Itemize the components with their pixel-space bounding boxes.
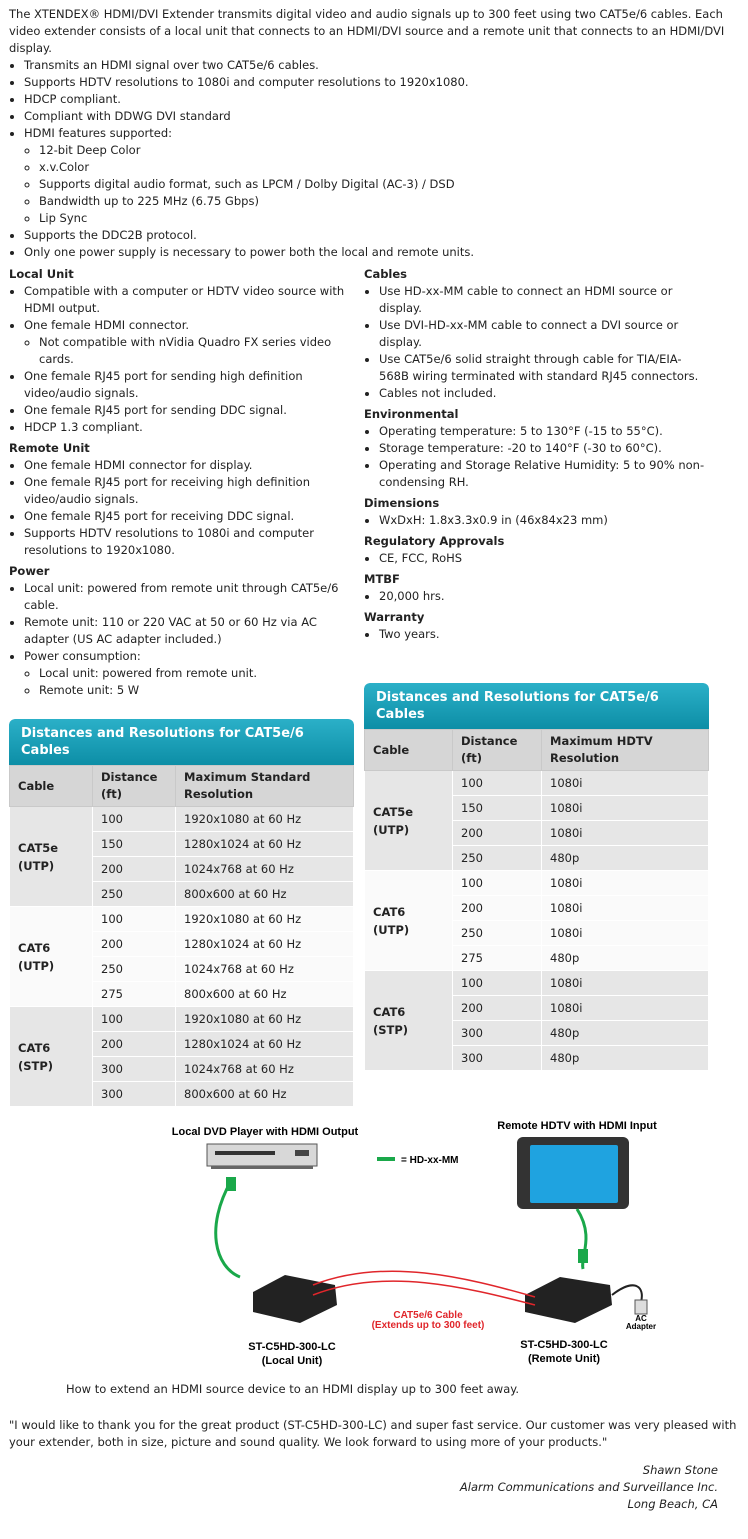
distance-cell: 100 xyxy=(93,1007,176,1032)
resolution-cell: 480p xyxy=(542,846,709,871)
intro-section xyxy=(9,6,737,261)
resolution-cell: 480p xyxy=(542,1046,709,1071)
ac-sub-label: Adapter xyxy=(625,1322,657,1331)
distance-cell: 250 xyxy=(453,846,542,871)
cable-label: CAT5e/6 Cable xyxy=(393,1310,463,1321)
connection-diagram xyxy=(165,1117,665,1377)
hdmi-feature-item: ◦ x.v.Color xyxy=(39,159,737,176)
spec-subitem: ◦ Local unit: powered from remote unit. xyxy=(39,665,354,682)
resolution-cell: 1080i xyxy=(542,796,709,821)
distance-cell: 200 xyxy=(93,932,176,957)
distance-cell: 150 xyxy=(93,832,176,857)
feature-list xyxy=(9,57,737,261)
spec-subitem: ◦ Not compatible with nVidia Quadro FX series video cards. xyxy=(39,334,354,368)
distance-cell: 300 xyxy=(93,1057,176,1082)
legend-label: = HD-xx-MM xyxy=(401,1155,459,1166)
resolution-cell: 1024x768 at 60 Hz xyxy=(176,1057,354,1082)
standard-resolution-table xyxy=(9,719,354,1107)
spec-item: • One female RJ45 port for sending DDC signal. xyxy=(24,402,354,419)
environmental-heading: Environmental xyxy=(364,407,459,421)
intro-text: The XTENDEX® HDMI/DVI Extender transmits digital video and audio signals up to 300 feet using two CAT5e/6 cables. Each video extender consists of a local unit that connects to an HDMI/DVI source and a remote unit that connects to an HDMI/DVI display. xyxy=(9,7,725,55)
cable-sub-label: (Extends up to 300 feet) xyxy=(371,1320,485,1331)
distance-cell: 250 xyxy=(453,921,542,946)
spec-item: • Use DVI-HD-xx-MM cable to connect a DVI source or display. xyxy=(379,317,709,351)
remote-unit-heading: Remote Unit xyxy=(9,441,90,455)
feature-item: • Compliant with DDWG DVI standard xyxy=(24,108,737,125)
hdtv-resolution-table xyxy=(364,683,709,1071)
environmental-list xyxy=(364,423,709,491)
column-header: Distance (ft) xyxy=(93,766,176,807)
table-title: Distances and Resolutions for CAT5e/6 Cables xyxy=(364,683,709,729)
spec-item: • Remote unit: 110 or 220 VAC at 50 or 60 Hz via AC adapter (US AC adapter included.) xyxy=(24,614,354,648)
spec-item: • Cables not included. xyxy=(379,385,709,402)
remote-unit-sub-label: (Remote Unit) xyxy=(527,1353,601,1365)
testimonial-signature xyxy=(460,1462,718,1513)
power-list xyxy=(9,580,354,699)
cable-cell: CAT6 (STP) xyxy=(10,1007,93,1107)
cat-cable xyxy=(313,1271,535,1297)
spec-item: • Supports HDTV resolutions to 1080i and computer resolutions to 1920x1080. xyxy=(24,525,354,559)
legend xyxy=(377,1155,459,1166)
table-row xyxy=(365,771,709,796)
warranty-heading: Warranty xyxy=(364,610,425,624)
resolution-cell: 1280x1024 at 60 Hz xyxy=(176,1032,354,1057)
resolution-cell: 1024x768 at 60 Hz xyxy=(176,957,354,982)
distance-cell: 275 xyxy=(93,982,176,1007)
cable-cell: CAT5e (UTP) xyxy=(365,771,453,871)
remote-unit-list xyxy=(9,457,354,559)
resolution-cell: 480p xyxy=(542,1021,709,1046)
local-unit-heading: Local Unit xyxy=(9,267,74,281)
resolution-cell: 1080i xyxy=(542,821,709,846)
remote-display-label: Remote HDTV with HDMI Input xyxy=(497,1120,657,1132)
spec-item: • Operating and Storage Relative Humidity: 5 to 90% non-condensing RH. xyxy=(379,457,709,491)
resolution-cell: 1080i xyxy=(542,896,709,921)
spec-item: • HDCP 1.3 compliant. xyxy=(24,419,354,436)
feature-item: • Supports HDTV resolutions to 1080i and computer resolutions to 1920x1080. xyxy=(24,74,737,91)
spec-right-column xyxy=(364,262,709,643)
column-header: Cable xyxy=(10,766,93,807)
spec-item: • One female RJ45 port for receiving DDC signal. xyxy=(24,508,354,525)
signature-location: Long Beach, CA xyxy=(627,1497,718,1511)
resolution-cell: 1080i xyxy=(542,971,709,996)
distance-cell: 200 xyxy=(93,857,176,882)
local-source-label: Local DVD Player with HDMI Output xyxy=(171,1126,359,1138)
hdmi-plug xyxy=(578,1249,588,1263)
resolution-cell: 1920x1080 at 60 Hz xyxy=(176,807,354,832)
distance-cell: 100 xyxy=(93,807,176,832)
cable-cell: CAT6 (UTP) xyxy=(365,871,453,971)
resolution-cell: 1920x1080 at 60 Hz xyxy=(176,907,354,932)
distance-cell: 100 xyxy=(453,771,542,796)
spec-item: • WxDxH: 1.8x3.3x0.9 in (46x84x23 mm) xyxy=(379,512,709,529)
feature-item: • Supports the DDC2B protocol. xyxy=(24,227,737,244)
distance-cell: 150 xyxy=(453,796,542,821)
table-row xyxy=(10,907,354,932)
spec-item: • One female RJ45 port for sending high definition video/audio signals. xyxy=(24,368,354,402)
distance-cell: 275 xyxy=(453,946,542,971)
spec-item: • Operating temperature: 5 to 130°F (-15 to 55°C). xyxy=(379,423,709,440)
resolution-cell: 1280x1024 at 60 Hz xyxy=(176,832,354,857)
local-unit-sub-label: (Local Unit) xyxy=(261,1355,323,1367)
resolution-cell: 480p xyxy=(542,946,709,971)
local-unit-box xyxy=(253,1275,337,1323)
spec-item: • CE, FCC, RoHS xyxy=(379,550,709,567)
distance-cell: 300 xyxy=(93,1082,176,1107)
cat-cable xyxy=(313,1281,535,1305)
spec-item: • Compatible with a computer or HDTV video source with HDMI output. xyxy=(24,283,354,317)
cable-cell: CAT5e (UTP) xyxy=(10,807,93,907)
spec-item: • Use CAT5e/6 solid straight through cable for TIA/EIA-568B wiring terminated with standard RJ45 connectors. xyxy=(379,351,709,385)
resolution-cell: 800x600 at 60 Hz xyxy=(176,982,354,1007)
hdmi-cable-local xyxy=(216,1181,240,1277)
feature-item: • Only one power supply is necessary to power both the local and remote units. xyxy=(24,244,737,261)
mtbf-heading: MTBF xyxy=(364,572,400,586)
spec-subitem: ◦ Remote unit: 5 W xyxy=(39,682,354,699)
table-row xyxy=(10,1007,354,1032)
resolution-cell: 1080i xyxy=(542,921,709,946)
resolution-cell: 800x600 at 60 Hz xyxy=(176,882,354,907)
remote-unit-box xyxy=(525,1277,612,1323)
resolution-cell: 1024x768 at 60 Hz xyxy=(176,857,354,882)
cable-cell: CAT6 (STP) xyxy=(365,971,453,1071)
hdmi-feature-item: ◦ 12-bit Deep Color xyxy=(39,142,737,159)
table-row xyxy=(10,807,354,832)
resolution-cell: 1080i xyxy=(542,771,709,796)
testimonial-quote: "I would like to thank you for the great product (ST-C5HD-300-LC) and super fast service. Our customer was very pleased with your extender, both in size, picture and sound quality. We look forward to using more of your products." xyxy=(9,1418,737,1449)
spec-item: • Local unit: powered from remote unit through CAT5e/6 cable. xyxy=(24,580,354,614)
spec-item: • Two years. xyxy=(379,626,709,643)
spec-item: • One female HDMI connector. ◦ Not compatible with nVidia Quadro FX series video cards. xyxy=(24,317,354,368)
distance-cell: 100 xyxy=(453,971,542,996)
spec-item: • One female RJ45 port for receiving high definition video/audio signals. xyxy=(24,474,354,508)
resolution-cell: 1280x1024 at 60 Hz xyxy=(176,932,354,957)
cable-cell: CAT6 (UTP) xyxy=(10,907,93,1007)
spec-item: • 20,000 hrs. xyxy=(379,588,709,605)
hdmi-plug xyxy=(226,1177,236,1191)
local-unit-list xyxy=(9,283,354,436)
feature-item: • Transmits an HDMI signal over two CAT5e/6 cables. xyxy=(24,57,737,74)
feature-item: • HDCP compliant. xyxy=(24,91,737,108)
table-row xyxy=(365,871,709,896)
cables-list xyxy=(364,283,709,402)
table-title: Distances and Resolutions for CAT5e/6 Cables xyxy=(9,719,354,765)
distance-cell: 250 xyxy=(93,957,176,982)
column-header: Cable xyxy=(365,730,453,771)
hdtv-icon xyxy=(517,1137,629,1209)
column-header: Maximum HDTV Resolution xyxy=(542,730,709,771)
ac-adapter-icon xyxy=(635,1300,647,1314)
resolution-cell: 1080i xyxy=(542,996,709,1021)
cables-heading: Cables xyxy=(364,267,408,281)
regulatory-heading: Regulatory Approvals xyxy=(364,534,505,548)
hdmi-feature-item: ◦ Lip Sync xyxy=(39,210,737,227)
hdmi-feature-list xyxy=(24,142,737,227)
local-unit-label: ST-C5HD-300-LC xyxy=(248,1341,336,1353)
feature-item: • HDMI features supported: ◦ 12-bit Deep Color ◦ x.v.Color ◦ Supports digital audio format, such as LPCM / Dolby Digital (AC-3) / DSD ◦ Bandwidth up to 225 MHz (6.75 Gbps) ◦ Lip Sync xyxy=(24,125,737,227)
ac-label: AC xyxy=(635,1314,647,1323)
distance-cell: 200 xyxy=(453,896,542,921)
remote-unit-label: ST-C5HD-300-LC xyxy=(520,1339,608,1351)
signature-company: Alarm Communications and Surveillance Inc. xyxy=(459,1480,718,1494)
dvd-player-icon xyxy=(207,1144,317,1169)
resolution-cell: 1080i xyxy=(542,871,709,896)
distance-cell: 100 xyxy=(93,907,176,932)
diagram-caption: How to extend an HDMI source device to an HDMI display up to 300 feet away. xyxy=(66,1382,520,1396)
hdmi-feature-item: ◦ Supports digital audio format, such as LPCM / Dolby Digital (AC-3) / DSD xyxy=(39,176,737,193)
distance-cell: 100 xyxy=(453,871,542,896)
distance-cell: 200 xyxy=(453,821,542,846)
hdmi-feature-item: ◦ Bandwidth up to 225 MHz (6.75 Gbps) xyxy=(39,193,737,210)
resolution-cell: 1920x1080 at 60 Hz xyxy=(176,1007,354,1032)
spec-item: • Power consumption: ◦ Local unit: powered from remote unit. ◦ Remote unit: 5 W xyxy=(24,648,354,699)
distance-cell: 200 xyxy=(93,1032,176,1057)
table-row xyxy=(365,971,709,996)
column-header: Distance (ft) xyxy=(453,730,542,771)
column-header: Maximum Standard Resolution xyxy=(176,766,354,807)
distance-cell: 300 xyxy=(453,1046,542,1071)
signature-name: Shawn Stone xyxy=(642,1463,718,1477)
distance-cell: 200 xyxy=(453,996,542,1021)
spec-left-column xyxy=(9,262,354,699)
spec-item: • One female HDMI connector for display. xyxy=(24,457,354,474)
spec-item: • Storage temperature: -20 to 140°F (-30 to 60°C). xyxy=(379,440,709,457)
distance-cell: 250 xyxy=(93,882,176,907)
resolution-cell: 800x600 at 60 Hz xyxy=(176,1082,354,1107)
power-heading: Power xyxy=(9,564,50,578)
dimensions-heading: Dimensions xyxy=(364,496,440,510)
distance-cell: 300 xyxy=(453,1021,542,1046)
spec-item: • Use HD-xx-MM cable to connect an HDMI source or display. xyxy=(379,283,709,317)
